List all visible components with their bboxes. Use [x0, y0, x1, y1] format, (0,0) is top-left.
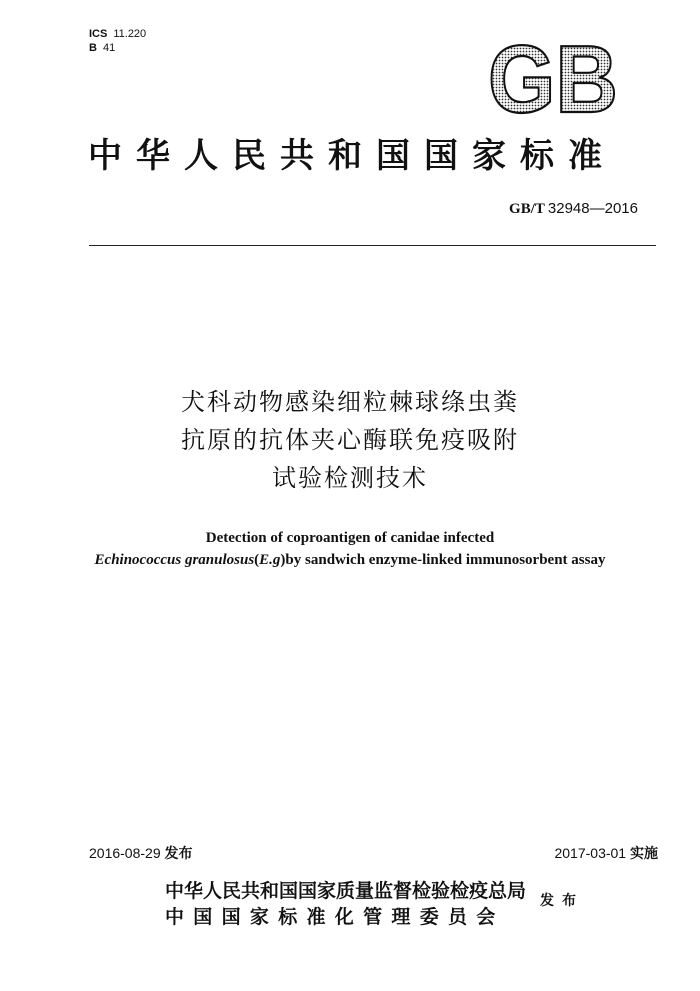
classification-codes — [89, 27, 146, 55]
chinese-title-line-1: 犬科动物感染细粒棘球绦虫粪 — [181, 388, 519, 416]
english-title-line-2 — [40, 549, 660, 571]
standard-prefix: GB/T — [509, 201, 545, 217]
english-title-line-1: Detection of coproantigen of canidae infected — [205, 530, 495, 546]
ics-value: 11.220 — [113, 28, 147, 40]
abbr-close: ) — [280, 552, 286, 568]
implementation-date — [554, 843, 658, 863]
english-title — [40, 527, 660, 571]
ccs-label: B — [89, 42, 97, 54]
ccs-value: 41 — [102, 42, 116, 54]
ics-code — [89, 27, 146, 41]
header-divider — [89, 245, 656, 246]
issue-date-value: 2016-08-29 — [89, 845, 161, 861]
publish-label: 发布 — [540, 893, 584, 909]
issue-word: 发布 — [164, 846, 193, 862]
national-standard-title: 中华人民共和国国家标准 — [88, 136, 616, 176]
gb-logo — [486, 38, 620, 120]
implementation-date-value: 2017-03-01 — [554, 845, 627, 861]
species-abbr: E.g — [259, 552, 281, 568]
standard-number — [509, 200, 638, 218]
chinese-title-line-2: 抗原的抗体夹心酶联免疫吸附 — [181, 426, 519, 454]
issuing-authorities — [165, 878, 526, 930]
ics-label: ICS — [89, 28, 108, 40]
implementation-word: 实施 — [630, 846, 658, 862]
chinese-title — [100, 383, 600, 497]
species-name: Echinococcus granulosus — [94, 552, 255, 568]
issuer-sac: 中国国家标准化管理委员会 — [165, 906, 505, 928]
abbr-open: ( — [254, 552, 260, 568]
issuer-aqsiq: 中华人民共和国国家质量监督检验检疫总局 — [165, 880, 527, 902]
standard-code: 32948—2016 — [547, 200, 638, 217]
gb-logo-text: GB — [488, 38, 618, 120]
chinese-title-line-3: 试验检测技术 — [272, 464, 428, 492]
ccs-code — [89, 41, 146, 55]
issue-date — [89, 843, 193, 863]
english-title-rest: by sandwich enzyme-linked immunosorbent assay — [285, 552, 606, 568]
